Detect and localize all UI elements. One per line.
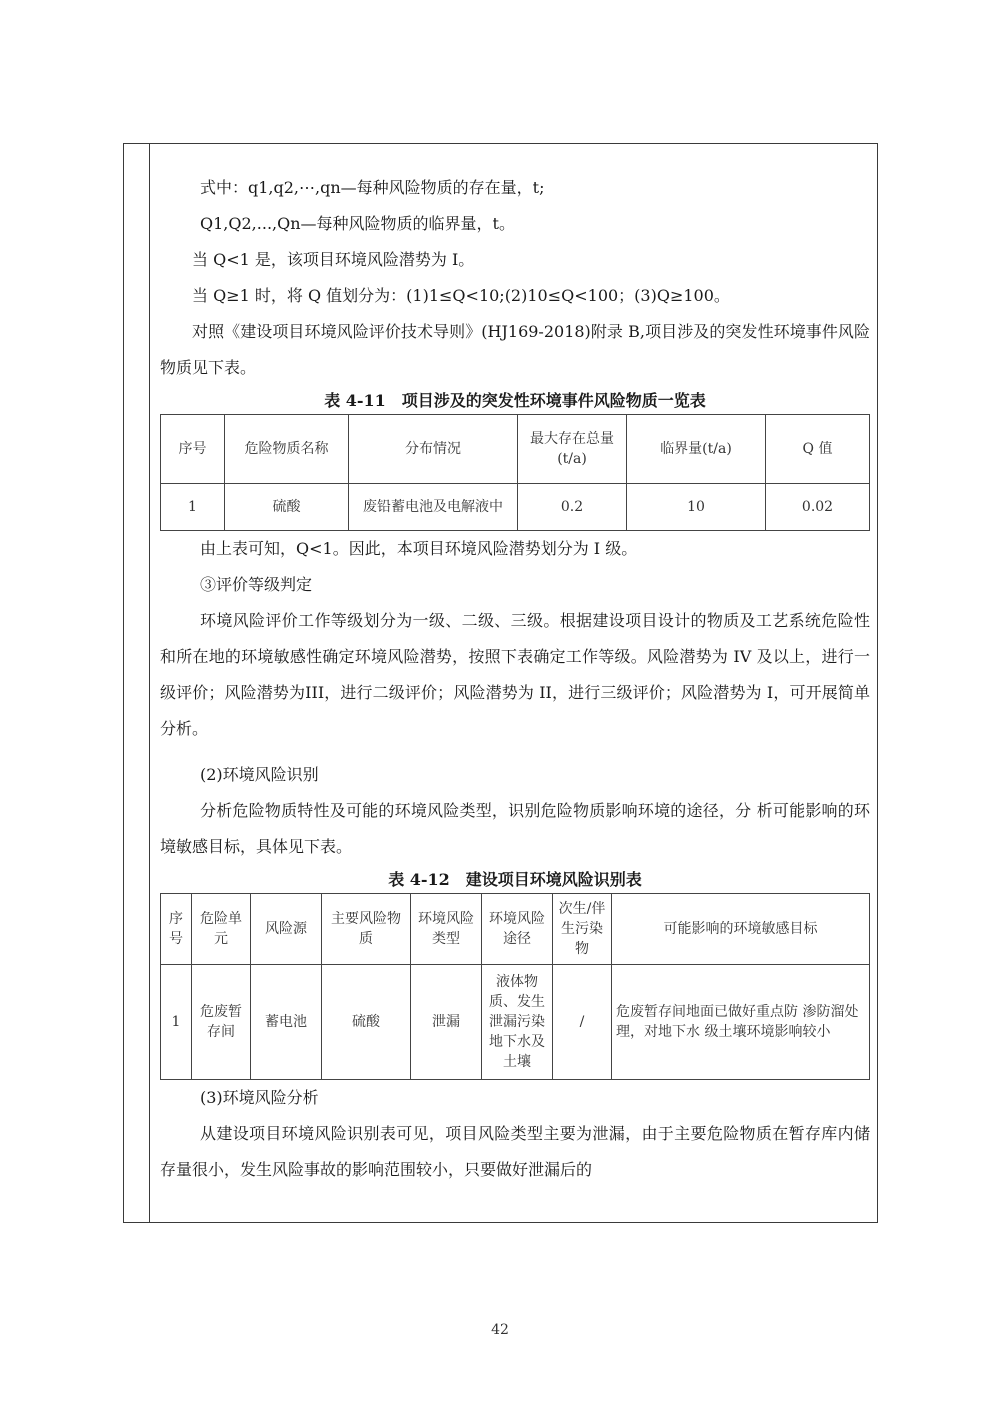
cell-index: 1	[161, 484, 225, 531]
section3-text: 从建设项目环境风险识别表可见，项目风险类型主要为泄漏，由于主要危险物质在暂存库内储存量很小，发生风险事故的影响范围较小，只要做好泄漏后的	[160, 1124, 870, 1179]
col-header-critical: 临界量(t/a)	[627, 415, 766, 484]
cell-max-storage: 0.2	[518, 484, 627, 531]
col-header-risk-type: 环境风险类型	[411, 894, 482, 965]
evaluation-level-text: 环境风险评价工作等级划分为一级、二级、三级。根据建设项目设计的物质及工艺系统危险性和所在地的环境敏感性确定环境风险潜势，按照下表确定工作等级。风险潜势为 IV 及以上，进行一级评价；风险潜势为III，进行二级评价；风险潜势为 II，进行三级评价；风险潜势为 I，可开展简单分析。	[160, 611, 870, 738]
table-row	[161, 965, 870, 1080]
section3-heading: (3)环境风险分析	[200, 1088, 319, 1107]
page-number: 42	[491, 1322, 509, 1338]
cell-sensitive-target: 危废暂存间地面已做好重点防 渗防溜处理，对地下水 级土壤环境影响较小	[612, 965, 870, 1080]
table-header-row	[161, 415, 870, 484]
reference-paragraph: 对照《建设项目环境风险评价技术导则》(HJ169-2018)附录 B,项目涉及的突发性环境事件风险物质见下表。	[160, 322, 870, 377]
table-header-row	[161, 894, 870, 965]
col-header-substance: 危险物质名称	[225, 415, 349, 484]
col-header-sensitive-target: 可能影响的环境敏感目标	[612, 894, 870, 965]
section2-heading: (2)环境风险识别	[200, 765, 319, 784]
col-header-risk-path: 环境风险途径	[482, 894, 553, 965]
cell-risk-path: 液体物质、发生泄漏污染地下水及土壤	[482, 965, 553, 1080]
cell-substance: 硫酸	[225, 484, 349, 531]
col-header-distribution: 分布情况	[349, 415, 518, 484]
risk-substance-table	[160, 414, 870, 531]
section2-text: 分析危险物质特性及可能的环境风险类型，识别危险物质影响环境的途径，分 析可能影响的环境敏感目标，具体见下表。	[160, 801, 870, 856]
frame-left-column-line	[149, 143, 150, 1223]
cell-distribution: 废铅蓄电池及电解液中	[349, 484, 518, 531]
cell-q-value: 0.02	[766, 484, 870, 531]
col-header-index: 序号	[161, 415, 225, 484]
cell-source: 蓄电池	[251, 965, 322, 1080]
formula-note-q: 式中：q1,q2,⋯,qn—每种风险物质的存在量，t;	[200, 178, 545, 197]
col-header-q-value: Q 值	[766, 415, 870, 484]
col-header-index: 序号	[161, 894, 192, 965]
col-header-secondary-pollutant: 次生/伴生污染物	[553, 894, 612, 965]
cell-unit: 危废暂存间	[192, 965, 251, 1080]
q-rule-less-than-one: 当 Q<1 是，该项目环境风险潜势为 I。	[192, 250, 475, 269]
cell-index: 1	[161, 965, 192, 1080]
cell-risk-type: 泄漏	[411, 965, 482, 1080]
cell-critical: 10	[627, 484, 766, 531]
col-header-main-substance: 主要风险物质	[322, 894, 411, 965]
col-header-max-storage: 最大存在总量(t/a)	[518, 415, 627, 484]
cell-secondary-pollutant: /	[553, 965, 612, 1080]
evaluation-level-heading: ③评价等级判定	[200, 575, 313, 594]
col-header-source: 风险源	[251, 894, 322, 965]
col-header-unit: 危险单元	[192, 894, 251, 965]
q-rule-division: 当 Q≥1 时，将 Q 值划分为：(1)1≤Q<10;(2)10≤Q<100；(3)Q≥100。	[192, 286, 730, 305]
page-content	[160, 170, 870, 1188]
table2-title: 表 4-12 建设项目环境风险识别表	[388, 870, 642, 889]
table-row	[161, 484, 870, 531]
formula-note-Q: Q1,Q2,...,Qn—每种风险物质的临界量，t。	[200, 214, 515, 233]
table1-title: 表 4-11 项目涉及的突发性环境事件风险物质一览表	[324, 391, 706, 410]
cell-main-substance: 硫酸	[322, 965, 411, 1080]
risk-identification-table	[160, 893, 870, 1080]
q-conclusion: 由上表可知，Q<1。因此，本项目环境风险潜势划分为 I 级。	[200, 539, 638, 558]
